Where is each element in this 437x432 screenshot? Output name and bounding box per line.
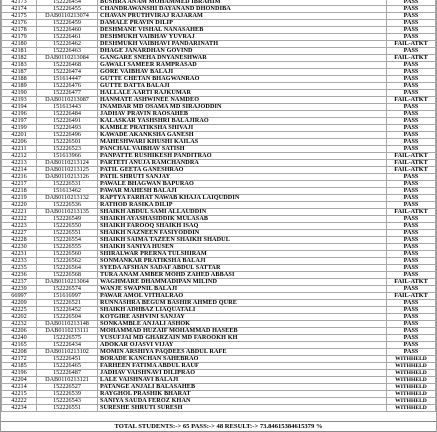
student-name-cell: SHAIKH NAZNEEN FASIYODDIN	[98, 230, 387, 237]
student-name-cell: SHAIKH AYASHASIDDIK MULASAB	[98, 216, 387, 223]
serial-cell: 42219	[2, 195, 37, 202]
seat-number-cell: 152226493	[37, 125, 98, 132]
table-row	[2, 181, 436, 188]
serial-cell: 42194	[2, 104, 37, 111]
student-name-cell: KAMBLE PRATIKSHA SHIVAJI	[98, 125, 387, 132]
student-name-cell: SYEDA AFSHAN SADAF ABDUL SATTAR	[98, 265, 387, 272]
seat-number-cell: 152226454	[37, 0, 98, 6]
serial-cell: 42204	[2, 377, 37, 384]
table-row	[2, 237, 436, 244]
serial-cell: 42217	[2, 181, 37, 188]
result-cell: PASS	[387, 230, 436, 237]
student-name-cell: FARHEEN FATIMA ABDUL RAUF	[98, 363, 387, 370]
table-row	[2, 41, 436, 48]
result-cell: PASS	[387, 335, 436, 342]
serial-cell: 42173	[2, 0, 37, 6]
seat-number-cell: DAB0110213125	[37, 167, 98, 174]
serial-cell: 42196	[2, 111, 37, 118]
seat-number-cell: 151614447	[37, 76, 98, 83]
student-name-cell: LALE VAISHNAVI BALAJI	[98, 377, 387, 384]
student-name-cell: SHAIKH ABDUL SAMI ALLAUDDIN	[98, 209, 387, 216]
table-row	[2, 132, 436, 139]
result-cell: PASS	[387, 286, 436, 293]
result-cell: FAIL-ATKT	[387, 160, 436, 167]
seat-number-cell: 152226459	[37, 20, 98, 27]
table-row	[2, 97, 436, 104]
result-cell: WITHHELD	[387, 405, 436, 412]
seat-number-cell: 152226487	[37, 370, 98, 377]
seat-number-cell: 152226501	[37, 139, 98, 146]
result-cell: PASS	[387, 342, 436, 349]
table-row	[2, 20, 436, 27]
seat-number-cell: 152226463	[37, 48, 98, 55]
table-row	[2, 265, 436, 272]
seat-number-cell: 152226477	[37, 90, 98, 97]
student-name-cell: PANCHAL VAIBHAV SATISH	[98, 146, 387, 153]
student-name-cell: PANPATTE RUSHIKESH PANDITRAO	[98, 153, 387, 160]
serial-cell: 42174	[2, 6, 37, 13]
table-row	[2, 83, 436, 90]
student-name-cell: SHIRALWAR PRERNA TULSHIRAM	[98, 251, 387, 258]
result-cell: PASS	[387, 202, 436, 209]
student-name-cell: PARTETI ANUJA RAMCHANDRA	[98, 160, 387, 167]
table-row	[2, 160, 436, 167]
table-row	[2, 398, 436, 405]
student-name-cell: HANMATE ASHWINEE NAMDEO	[98, 97, 387, 104]
seat-number-cell: 152226562	[37, 258, 98, 265]
student-name-cell: GUTTE DATTA BALAJI	[98, 83, 387, 90]
table-row	[2, 370, 436, 377]
result-cell: FAIL-ATKT	[387, 279, 436, 286]
seat-number-cell: DAB0110213126	[37, 174, 98, 181]
table-row	[2, 139, 436, 146]
student-name-cell: SONMANKAR PRATIKSHA BALAJI	[98, 258, 387, 265]
result-cell: PASS	[387, 188, 436, 195]
seat-number-cell: 152226531	[37, 181, 98, 188]
seat-number-cell: DAB0110213087	[37, 97, 98, 104]
student-name-cell: RATHOD RASIKA DILIP	[98, 202, 387, 209]
serial-cell: 42172	[2, 356, 37, 363]
student-name-cell: BUSHRA ANAM MOHAMMED IBRAHIM	[98, 0, 387, 6]
table-row	[2, 125, 436, 132]
student-name-cell: RAPTYA FARHAT NAWAB KHAJA LAIQUDDIN	[98, 195, 387, 202]
serial-cell: 42214	[2, 384, 37, 391]
serial-cell: 42189	[2, 83, 37, 90]
student-name-cell: DESHMUKH VAIBHAV YUVRAJ	[98, 34, 387, 41]
seat-number-cell: DAB0110213084	[37, 55, 98, 62]
serial-cell: 42222	[2, 398, 37, 405]
seat-number-cell: 152226476	[37, 83, 98, 90]
table-row	[2, 48, 436, 55]
serial-cell: 42180	[2, 41, 37, 48]
table-row	[2, 363, 436, 370]
seat-number-cell: DAB0110213135	[37, 209, 98, 216]
result-cell: PASS	[387, 62, 436, 69]
table-row	[2, 244, 436, 251]
seat-number-cell: 151616997	[37, 293, 98, 300]
table-row	[2, 314, 436, 321]
serial-cell: 42223	[2, 223, 37, 230]
table-row	[2, 62, 436, 69]
serial-cell: 42190	[2, 90, 37, 97]
seat-number-cell: 152226564	[37, 265, 98, 272]
serial-cell: 42235	[2, 265, 37, 272]
serial-cell: 42193	[2, 97, 37, 104]
result-cell: FAIL-ATKT	[387, 41, 436, 48]
table-row	[2, 272, 436, 279]
table-row	[2, 405, 436, 412]
student-name-cell: PAWALE BHAGWAN BAPURAO	[98, 181, 387, 188]
serial-cell: 42179	[2, 34, 37, 41]
table-row	[2, 300, 436, 307]
student-name-cell: MOMIN ARSHIYA PAQDEES ABDUL RAFE	[98, 349, 387, 356]
result-cell: PASS	[387, 139, 436, 146]
serial-cell: 42188	[2, 76, 37, 83]
table-row	[2, 167, 436, 174]
student-name-cell: KAWADE AKANKSHA GANESH	[98, 132, 387, 139]
table-row	[2, 202, 436, 209]
student-name-cell: PAWAR AMOL VITHALRAO	[98, 293, 387, 300]
student-name-cell: MOHAMMAD HUZAIF MOHAMMAD HASEEB	[98, 328, 387, 335]
serial-cell: 42237	[2, 279, 37, 286]
serial-cell: 42230	[2, 244, 37, 251]
serial-cell: 42240	[2, 335, 37, 342]
serial-cell: 42183	[2, 62, 37, 69]
serial-cell: 42232	[2, 321, 37, 328]
table-row	[2, 90, 436, 97]
serial-cell: 42215	[2, 391, 37, 398]
result-cell: FAIL-ATKT	[387, 97, 436, 104]
result-cell: WITHHELD	[387, 391, 436, 398]
total-summary-bar	[1, 421, 436, 432]
serial-cell: 42218	[2, 188, 37, 195]
seat-number-cell: 152226554	[37, 237, 98, 244]
serial-cell: 42206	[2, 328, 37, 335]
table-row	[2, 293, 436, 300]
seat-number-cell: 151613966	[37, 153, 98, 160]
result-cell: PASS	[387, 90, 436, 97]
result-cell: PASS	[387, 6, 436, 13]
student-name-cell: YUSUFJAI MD GHARZAIN MD FAROOKH KH	[98, 335, 387, 342]
student-name-cell: SHAIKH SANIYA HUSEN	[98, 244, 387, 251]
table-row	[2, 335, 436, 342]
table-row	[2, 146, 436, 153]
result-cell: PASS	[387, 132, 436, 139]
seat-number-cell: 152226455	[37, 6, 98, 13]
seat-number-cell: 152226452	[37, 307, 98, 314]
table-row	[2, 55, 436, 62]
seat-number-cell: DAB0110213064	[37, 279, 98, 286]
seat-number-cell: 151613443	[37, 104, 98, 111]
result-cell: PASS	[387, 76, 436, 83]
result-cell: PASS	[387, 83, 436, 90]
student-name-cell: GORE VAIBHAV BALAJI	[98, 69, 387, 76]
student-name-cell: GUTTE CHETAN BHAGWANRAO	[98, 76, 387, 83]
serial-cell: 42213	[2, 160, 37, 167]
result-cell: WITHHELD	[387, 370, 436, 377]
result-cell: PASS	[387, 272, 436, 279]
table-row	[2, 279, 436, 286]
table-row	[2, 321, 436, 328]
result-cell: PASS	[387, 195, 436, 202]
seat-number-cell: 152226484	[37, 111, 98, 118]
result-cell: PASS	[387, 223, 436, 230]
serial-cell: 42208	[2, 349, 37, 356]
result-cell: PASS	[387, 111, 436, 118]
result-table	[1, 0, 436, 412]
table-row	[2, 286, 436, 293]
serial-cell: 42225	[2, 307, 37, 314]
serial-cell: 42239	[2, 286, 37, 293]
result-cell: FAIL-ATKT	[387, 153, 436, 160]
student-name-cell: SHAIKH ADHBAZ LIAQUATALI	[98, 307, 387, 314]
table-row	[2, 342, 436, 349]
student-name-cell: SURESHE SHRUTI SURESH	[98, 405, 387, 412]
student-name-cell: PATIL GEETA GANESHRAO	[98, 167, 387, 174]
result-cell: PASS	[387, 251, 436, 258]
total-summary-text: TOTAL STUDENTS:-> 65 PASS:-> 48 RESULT:-> 73.84615384615379 %	[114, 423, 323, 430]
serial-cell: 42199	[2, 125, 37, 132]
student-name-cell: PAWAR MAHESH BALAJI	[98, 188, 387, 195]
student-name-cell: CHANDRAWANSHI DAYANAND DHONDIBA	[98, 6, 387, 13]
seat-number-cell: 152226536	[37, 202, 98, 209]
table-row	[2, 377, 436, 384]
result-cell: PASS	[387, 237, 436, 244]
table-row	[2, 34, 436, 41]
table-row	[2, 258, 436, 265]
table-row	[2, 251, 436, 258]
seat-number-cell: 152226521	[37, 300, 98, 307]
student-name-cell: KOTGIRE ASHVINI SANJAY	[98, 314, 387, 321]
table-row	[2, 209, 436, 216]
table-row	[2, 76, 436, 83]
student-name-cell: RAYGHOL PRASHIK BHARAT	[98, 391, 387, 398]
table-row	[2, 118, 436, 125]
seat-number-cell: 152226574	[37, 286, 98, 293]
result-cell: WITHHELD	[387, 384, 436, 391]
table-row	[2, 174, 436, 181]
result-cell: PASS	[387, 20, 436, 27]
serial-cell: 42233	[2, 258, 37, 265]
table-row	[2, 356, 436, 363]
table-row	[2, 69, 436, 76]
student-name-cell: WAGHMARE DHAMMADIPAN MILIND	[98, 279, 387, 286]
serial-cell: 42227	[2, 230, 37, 237]
table-row	[2, 6, 436, 13]
result-cell: WITHHELD	[387, 363, 436, 370]
seat-number-cell: DAB0110213121	[37, 377, 98, 384]
serial-cell: 42178	[2, 27, 37, 34]
seat-number-cell: 152226496	[37, 132, 98, 139]
result-cell: PASS	[387, 307, 436, 314]
table-row	[2, 27, 436, 34]
table-row	[2, 188, 436, 195]
table-row	[2, 391, 436, 398]
student-name-cell: PATIL SHRUTI SANJAY	[98, 174, 387, 181]
result-cell: WITHHELD	[387, 398, 436, 405]
seat-number-cell: 152226523	[37, 146, 98, 153]
result-cell: PASS	[387, 216, 436, 223]
student-name-cell: DESHMUKH VAIBHAVI PANDARINATH	[98, 41, 387, 48]
seat-number-cell: DAB0110213102	[37, 349, 98, 356]
serial-cell: 42212	[2, 153, 37, 160]
serial-cell: 42202	[2, 314, 37, 321]
serial-cell: 42221	[2, 209, 37, 216]
result-cell: PASS	[387, 349, 436, 356]
seat-number-cell: 152226539	[37, 391, 98, 398]
result-cell: PASS	[387, 258, 436, 265]
table-row	[2, 349, 436, 356]
serial-cell: 42197	[2, 118, 37, 125]
result-cell: WITHHELD	[387, 356, 436, 363]
result-cell: WITHHELD	[387, 377, 436, 384]
table-row	[2, 307, 436, 314]
serial-cell: 42211	[2, 146, 37, 153]
student-name-cell: PATANGE ANJALI BALASAHEB	[98, 384, 387, 391]
result-cell: PASS	[387, 118, 436, 125]
serial-cell: 66997	[2, 293, 37, 300]
serial-cell: 42214	[2, 167, 37, 174]
table-row	[2, 223, 436, 230]
seat-number-cell: 152226555	[37, 244, 98, 251]
student-name-cell: SANIYA SAUDA FEROZ KHAN	[98, 398, 387, 405]
result-cell: PASS	[387, 181, 436, 188]
student-name-cell: WANJE SWAPNIL BALAJI	[98, 286, 387, 293]
seat-number-cell: 152226462	[37, 41, 98, 48]
seat-number-cell: 152226460	[37, 27, 98, 34]
result-rows	[2, 0, 436, 412]
result-cell: FAIL-ATKT	[387, 293, 436, 300]
student-name-cell: CHAVAN PRUTHVIRAJ RAJARAM	[98, 13, 387, 20]
serial-cell: 42216	[2, 174, 37, 181]
serial-cell: 42231	[2, 251, 37, 258]
result-cell: PASS	[387, 125, 436, 132]
result-cell: PASS	[387, 27, 436, 34]
student-name-cell: TURA ANAM AMBER MOHD ZAHED ABBASI	[98, 272, 387, 279]
seat-number-cell: 152226551	[37, 405, 98, 412]
table-row	[2, 384, 436, 391]
seat-number-cell: 152226474	[37, 69, 98, 76]
seat-number-cell: 152226434	[37, 342, 98, 349]
seat-number-cell: 151613462	[37, 188, 98, 195]
serial-cell: 42176	[2, 20, 37, 27]
student-name-cell: BORADE KANCHAN SAHEBRAO	[98, 356, 387, 363]
serial-cell: 42181	[2, 48, 37, 55]
student-name-cell: JADHAV PRAVIN RAOSAHEB	[98, 111, 387, 118]
student-name-cell: GANGARE SNEHA DNYANESHWAR	[98, 55, 387, 62]
table-row	[2, 153, 436, 160]
result-cell: PASS	[387, 300, 436, 307]
result-cell: FAIL-ATKT	[387, 167, 436, 174]
seat-number-cell: 152226527	[37, 384, 98, 391]
seat-number-cell: 152226568	[37, 272, 98, 279]
seat-number-cell: 152226560	[37, 251, 98, 258]
table-row	[2, 111, 436, 118]
result-cell: FAIL-ATKT	[387, 209, 436, 216]
serial-cell: 42182	[2, 55, 37, 62]
seat-number-cell: DAB0110213074	[37, 13, 98, 20]
serial-cell: 42165	[2, 342, 37, 349]
seat-number-cell: 152226468	[37, 62, 98, 69]
serial-cell: 42220	[2, 202, 37, 209]
result-cell: PASS	[387, 321, 436, 328]
seat-number-cell: DAB0110213124	[37, 160, 98, 167]
student-name-cell: DAMALE PRAVIN DILIP	[98, 20, 387, 27]
result-cell: PASS	[387, 13, 436, 20]
student-name-cell: JADHAV VAISHNAVI DILIPRAO	[98, 370, 387, 377]
result-cell: PASS	[387, 146, 436, 153]
table-row	[2, 104, 436, 111]
table-row	[2, 328, 436, 335]
seat-number-cell: 152226461	[37, 34, 98, 41]
table-row	[2, 13, 436, 20]
student-name-cell: DESHMANE VISHAL NANASAHEB	[98, 27, 387, 34]
seat-number-cell: DAB0110213132	[37, 195, 98, 202]
serial-cell: 42206	[2, 139, 37, 146]
seat-number-cell: 152226543	[37, 398, 98, 405]
table-row	[2, 216, 436, 223]
student-name-cell: MAHESHWARI KHUSHI KAILAS	[98, 139, 387, 146]
result-cell: PASS	[387, 314, 436, 321]
result-cell: PASS	[387, 48, 436, 55]
serial-cell: 42234	[2, 405, 37, 412]
seat-number-cell: 152226491	[37, 118, 98, 125]
serial-cell: 42236	[2, 272, 37, 279]
table-row	[2, 230, 436, 237]
serial-cell: 42209	[2, 300, 37, 307]
student-name-cell: SONKAMBLE ANJALI ASHOK	[98, 321, 387, 328]
serial-cell: 42196	[2, 370, 37, 377]
serial-cell: 42187	[2, 69, 37, 76]
seat-number-cell: 152226575	[37, 335, 98, 342]
result-cell: PASS	[387, 265, 436, 272]
seat-number-cell: 152226465	[37, 363, 98, 370]
student-name-cell: ADOKAR OJASVI VIJAY	[98, 342, 387, 349]
result-cell: PASS	[387, 244, 436, 251]
seat-number-cell: 152226549	[37, 216, 98, 223]
student-name-cell: INAMDAR MD OSAMA MD SIRAJODDIN	[98, 104, 387, 111]
serial-cell: 42201	[2, 132, 37, 139]
serial-cell: 42228	[2, 237, 37, 244]
student-name-cell: SHAIKH SAIMA TAZEEN SHAIKH SHADUL	[98, 237, 387, 244]
result-cell: PASS	[387, 34, 436, 41]
result-cell: PASS	[387, 328, 436, 335]
seat-number-cell: 152226504	[37, 314, 98, 321]
seat-number-cell: 152226451	[37, 356, 98, 363]
result-cell: PASS	[387, 0, 436, 6]
seat-number-cell: DAB0110213111	[37, 328, 98, 335]
result-cell: PASS	[387, 174, 436, 181]
student-name-cell: SHAIKH FAROOQ SHAIKH ISAQ	[98, 223, 387, 230]
table-row	[2, 195, 436, 202]
result-cell: PASS	[387, 69, 436, 76]
seat-number-cell: DAB0110213148	[37, 321, 98, 328]
student-name-cell: RUNNASHRA BEGUM BASHIR AHMED QURE	[98, 300, 387, 307]
seat-number-cell: 152226550	[37, 223, 98, 230]
student-name-cell: GAWALI SAMEER RAMPRASAD	[98, 62, 387, 69]
serial-cell: 42185	[2, 363, 37, 370]
student-name-cell: KALASKAR YASHSHRI BALAJIRAO	[98, 118, 387, 125]
result-cell: PASS	[387, 104, 436, 111]
student-name-cell: DHAGE JANARDHAN GOVIND	[98, 48, 387, 55]
student-name-cell: HALLALE AARTI RAJKUMAR	[98, 90, 387, 97]
serial-cell: 42222	[2, 216, 37, 223]
seat-number-cell: 152226551	[37, 230, 98, 237]
serial-cell: 42175	[2, 13, 37, 20]
result-cell: FAIL-ATKT	[387, 55, 436, 62]
